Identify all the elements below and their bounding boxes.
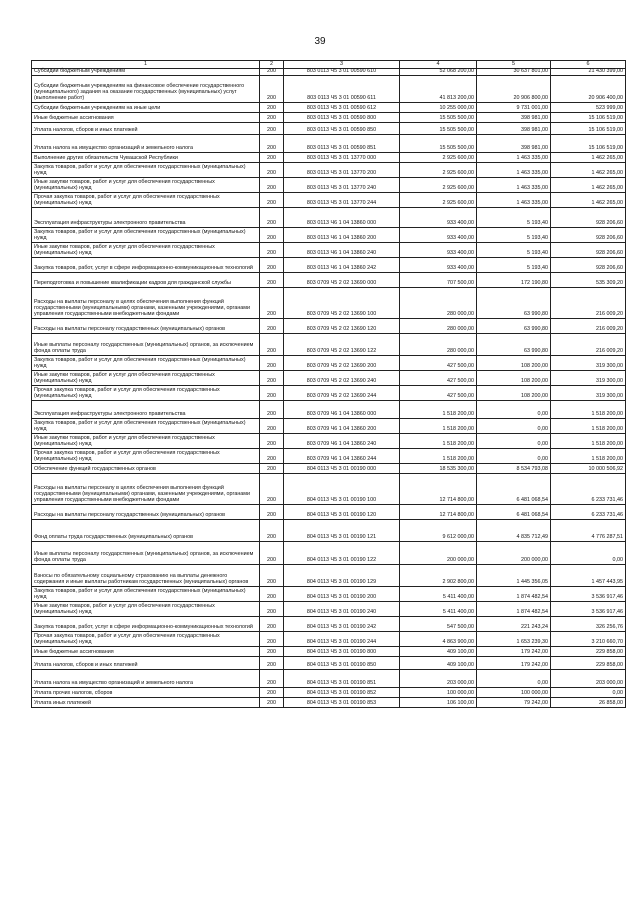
row-name: Субсидии бюджетным учреждениям: [32, 69, 260, 76]
row-amount-5: 1 874 482,54: [477, 587, 551, 602]
row-amount-6: 535 309,20: [551, 273, 626, 288]
row-code: 804 0113 Ч5 3 01 00190 122: [284, 542, 400, 565]
table-row: [32, 371, 626, 386]
row-amount-6: 1 518 200,00: [551, 449, 626, 464]
row-amount-5: 0,00: [477, 434, 551, 449]
header-cell: 5: [477, 61, 551, 69]
row-code: 803 0113 Ч5 3 01 00590 610: [284, 69, 400, 76]
table-row: [32, 587, 626, 602]
row-amount-4: 427 500,00: [400, 386, 477, 401]
row-gr: 200: [260, 520, 284, 542]
row-amount-4: 18 535 300,00: [400, 464, 477, 474]
row-amount-6: 1 462 265,00: [551, 193, 626, 208]
row-name: Иные закупки товаров, работ и услуг для обеспечения государственных (муниципальных) нужд: [32, 602, 260, 617]
row-name: Расходы на выплаты персоналу в целях обеспечения выполнения функций государственными (муниципальными) органами, казенными учреждениями, органами управления государственными внебюджетными фондами: [32, 288, 260, 319]
row-code: 804 0113 Ч5 3 01 00190 120: [284, 505, 400, 520]
row-amount-4: 409 100,00: [400, 647, 477, 657]
row-amount-5: 108 200,00: [477, 356, 551, 371]
row-code: 803 0709 Ч6 1 04 13860 240: [284, 434, 400, 449]
row-amount-6: 216 009,20: [551, 288, 626, 319]
row-code: 803 0709 Ч5 2 02 13690 200: [284, 356, 400, 371]
row-amount-6: 1 518 200,00: [551, 434, 626, 449]
table-row: [32, 565, 626, 587]
table-row: [32, 542, 626, 565]
row-code: 803 0709 Ч5 2 02 13690 122: [284, 334, 400, 356]
row-amount-4: 280 000,00: [400, 334, 477, 356]
row-amount-6: 20 906 400,00: [551, 76, 626, 103]
row-name: Выполнение других обязательств Чувашской Республики: [32, 153, 260, 163]
row-gr: 200: [260, 602, 284, 617]
row-amount-4: 1 518 200,00: [400, 434, 477, 449]
row-amount-4: 203 000,00: [400, 670, 477, 688]
row-amount-5: 0,00: [477, 670, 551, 688]
row-amount-6: 1 518 200,00: [551, 401, 626, 419]
table-row: [32, 670, 626, 688]
row-code: 803 0113 Ч6 1 04 13860 240: [284, 243, 400, 258]
row-code: 803 0113 Ч6 1 04 13860 200: [284, 228, 400, 243]
row-code: 804 0113 Ч5 3 01 00190 000: [284, 464, 400, 474]
row-gr: 200: [260, 505, 284, 520]
row-amount-6: 229 858,00: [551, 657, 626, 670]
row-name: Эксплуатация инфраструктуры электронного правительства: [32, 401, 260, 419]
row-code: 803 0113 Ч5 3 01 00590 800: [284, 113, 400, 123]
table-row: [32, 464, 626, 474]
row-code: 803 0113 Ч5 3 01 00590 850: [284, 123, 400, 135]
row-amount-5: 63 990,80: [477, 288, 551, 319]
row-amount-6: 523 999,00: [551, 103, 626, 113]
row-gr: 200: [260, 135, 284, 153]
row-amount-5: 4 835 712,49: [477, 520, 551, 542]
row-gr: 200: [260, 319, 284, 334]
row-amount-5: 1 445 356,05: [477, 565, 551, 587]
row-amount-6: 928 206,60: [551, 258, 626, 273]
row-gr: 200: [260, 474, 284, 505]
row-amount-4: 707 500,00: [400, 273, 477, 288]
page-number: 39: [314, 36, 326, 47]
row-code: 803 0113 Ч6 1 04 13860 000: [284, 208, 400, 228]
row-name: Взносы по обязательному социальному страхованию на выплаты денежного содержания и иные выплаты работникам государственных (муниципальных) органов: [32, 565, 260, 587]
row-gr: 200: [260, 401, 284, 419]
row-code: 803 0709 Ч5 2 02 13690 100: [284, 288, 400, 319]
row-name: Иные бюджетные ассигнования: [32, 113, 260, 123]
row-gr: 200: [260, 103, 284, 113]
table-row: [32, 505, 626, 520]
row-code: 804 0113 Ч5 3 01 00190 200: [284, 587, 400, 602]
row-gr: 200: [260, 698, 284, 708]
row-amount-5: 8 534 793,08: [477, 464, 551, 474]
table-row: [32, 401, 626, 419]
row-amount-5: 6 481 068,54: [477, 505, 551, 520]
row-gr: 200: [260, 542, 284, 565]
row-amount-6: 319 300,00: [551, 386, 626, 401]
row-amount-5: 1 463 335,00: [477, 193, 551, 208]
row-amount-4: 12 714 800,00: [400, 474, 477, 505]
row-amount-6: 0,00: [551, 688, 626, 698]
row-gr: 200: [260, 243, 284, 258]
row-amount-6: 216 009,20: [551, 334, 626, 356]
row-gr: 200: [260, 163, 284, 178]
row-amount-4: 547 500,00: [400, 617, 477, 632]
row-gr: 200: [260, 386, 284, 401]
row-gr: 200: [260, 371, 284, 386]
row-amount-6: 3 210 660,70: [551, 632, 626, 647]
row-amount-5: 30 637 801,00: [477, 69, 551, 76]
row-gr: 200: [260, 208, 284, 228]
row-amount-5: 108 200,00: [477, 386, 551, 401]
row-name: Прочая закупка товаров, работ и услуг для обеспечения государственных (муниципальных) нужд: [32, 386, 260, 401]
row-amount-6: 15 106 519,00: [551, 123, 626, 135]
table-row: [32, 76, 626, 103]
table-row: [32, 449, 626, 464]
row-amount-4: 409 100,00: [400, 657, 477, 670]
table-row: [32, 319, 626, 334]
row-gr: 200: [260, 113, 284, 123]
row-amount-4: 1 518 200,00: [400, 419, 477, 434]
row-amount-6: 216 009,20: [551, 319, 626, 334]
row-code: 803 0709 Ч6 1 04 13860 200: [284, 419, 400, 434]
table-row: [32, 135, 626, 153]
table-row: [32, 258, 626, 273]
row-amount-5: 1 463 335,00: [477, 153, 551, 163]
row-code: 803 0709 Ч5 2 02 13690 244: [284, 386, 400, 401]
row-code: 803 0709 Ч6 1 04 13860 244: [284, 449, 400, 464]
table-row: [32, 520, 626, 542]
row-amount-4: 100 000,00: [400, 688, 477, 698]
row-amount-6: 21 430 399,00: [551, 69, 626, 76]
row-name: Субсидии бюджетным учреждениям на финансовое обеспечение государственного (муниципального) задания на оказание государственных (муниципальных) услуг (выполнение работ): [32, 76, 260, 103]
row-gr: 200: [260, 228, 284, 243]
table-row: [32, 113, 626, 123]
row-code: 803 0113 Ч5 3 01 13770 200: [284, 163, 400, 178]
row-amount-4: 15 505 500,00: [400, 135, 477, 153]
row-code: 804 0113 Ч5 3 01 00190 121: [284, 520, 400, 542]
table-row: [32, 356, 626, 371]
row-amount-5: 1 874 482,54: [477, 602, 551, 617]
row-amount-5: 1 653 239,30: [477, 632, 551, 647]
row-amount-5: 100 000,00: [477, 688, 551, 698]
row-amount-6: 203 000,00: [551, 670, 626, 688]
table-row: [32, 617, 626, 632]
row-name: Обеспечение функций государственных органов: [32, 464, 260, 474]
table-row: [32, 698, 626, 708]
row-name: Закупка товаров, работ и услуг для обеспечения государственных (муниципальных) нужд: [32, 163, 260, 178]
row-amount-6: 3 536 917,46: [551, 602, 626, 617]
row-code: 804 0113 Ч5 3 01 00190 800: [284, 647, 400, 657]
row-name: Иные выплаты персоналу государственных (муниципальных) органов, за исключением фонда оплаты труда: [32, 334, 260, 356]
row-code: 804 0113 Ч5 3 01 00190 129: [284, 565, 400, 587]
row-name: Иные закупки товаров, работ и услуг для обеспечения государственных (муниципальных) нужд: [32, 371, 260, 386]
table-row: [32, 386, 626, 401]
table-row: [32, 163, 626, 178]
row-amount-5: 398 981,00: [477, 135, 551, 153]
row-name: Закупка товаров, работ и услуг для обеспечения государственных (муниципальных) нужд: [32, 228, 260, 243]
row-amount-5: 5 193,40: [477, 228, 551, 243]
row-name: Закупка товаров, работ и услуг для обеспечения государственных (муниципальных) нужд: [32, 419, 260, 434]
row-code: 803 0113 Ч5 3 01 00590 611: [284, 76, 400, 103]
row-amount-5: 179 242,00: [477, 647, 551, 657]
row-amount-5: 179 242,00: [477, 657, 551, 670]
row-amount-5: 6 481 068,54: [477, 474, 551, 505]
row-amount-6: 928 206,60: [551, 243, 626, 258]
row-code: 803 0709 Ч5 2 02 13690 000: [284, 273, 400, 288]
table-row: [32, 647, 626, 657]
row-amount-4: 12 714 800,00: [400, 505, 477, 520]
row-name: Иные закупки товаров, работ и услуг для обеспечения государственных (муниципальных) нужд: [32, 434, 260, 449]
row-name: Иные закупки товаров, работ и услуг для обеспечения государственных (муниципальных) нужд: [32, 243, 260, 258]
row-amount-4: 933 400,00: [400, 258, 477, 273]
row-amount-6: 326 256,76: [551, 617, 626, 632]
row-code: 803 0113 Ч5 3 01 00590 612: [284, 103, 400, 113]
table-row: [32, 273, 626, 288]
row-amount-6: 6 233 731,46: [551, 474, 626, 505]
row-name: Субсидии бюджетным учреждениям на иные цели: [32, 103, 260, 113]
row-name: Закупка товаров, работ, услуг в сфере информационно-коммуникационных технологий: [32, 258, 260, 273]
row-amount-5: 20 906 800,00: [477, 76, 551, 103]
row-name: Уплата налога на имущество организаций и земельного налога: [32, 135, 260, 153]
row-amount-4: 2 925 600,00: [400, 193, 477, 208]
table-row: [32, 288, 626, 319]
row-code: 804 0113 Ч5 3 01 00190 850: [284, 657, 400, 670]
row-code: 804 0113 Ч5 3 01 00190 244: [284, 632, 400, 647]
table-row: [32, 178, 626, 193]
row-gr: 200: [260, 657, 284, 670]
row-gr: 200: [260, 76, 284, 103]
row-name: Закупка товаров, работ и услуг для обеспечения государственных (муниципальных) нужд: [32, 587, 260, 602]
row-amount-6: 319 300,00: [551, 371, 626, 386]
row-name: Прочая закупка товаров, работ и услуг для обеспечения государственных (муниципальных) нужд: [32, 632, 260, 647]
row-name: Закупка товаров, работ и услуг для обеспечения государственных (муниципальных) нужд: [32, 356, 260, 371]
row-amount-5: 0,00: [477, 419, 551, 434]
table-row: [32, 474, 626, 505]
header-cell: 3: [284, 61, 400, 69]
row-amount-6: 0,00: [551, 542, 626, 565]
row-gr: 200: [260, 69, 284, 76]
row-name: Уплата иных платежей: [32, 698, 260, 708]
row-gr: 200: [260, 434, 284, 449]
row-name: Прочая закупка товаров, работ и услуг для обеспечения государственных (муниципальных) нужд: [32, 449, 260, 464]
row-amount-4: 106 100,00: [400, 698, 477, 708]
row-name: Прочая закупка товаров, работ и услуг для обеспечения государственных (муниципальных) нужд: [32, 193, 260, 208]
row-gr: 200: [260, 356, 284, 371]
row-amount-6: 15 106 519,00: [551, 113, 626, 123]
row-amount-5: 9 731 001,00: [477, 103, 551, 113]
row-amount-6: 26 858,00: [551, 698, 626, 708]
row-amount-4: 1 518 200,00: [400, 401, 477, 419]
row-amount-4: 2 925 600,00: [400, 163, 477, 178]
table-row: [32, 243, 626, 258]
table-row: [32, 103, 626, 113]
row-code: 803 0113 Ч5 3 01 00590 851: [284, 135, 400, 153]
table-row: [32, 208, 626, 228]
header-cell: 4: [400, 61, 477, 69]
row-amount-4: 280 000,00: [400, 319, 477, 334]
row-amount-4: 1 518 200,00: [400, 449, 477, 464]
row-amount-5: 1 463 335,00: [477, 178, 551, 193]
row-amount-5: 398 981,00: [477, 123, 551, 135]
row-amount-4: 41 813 200,00: [400, 76, 477, 103]
row-amount-6: 10 000 506,92: [551, 464, 626, 474]
row-amount-4: 933 400,00: [400, 208, 477, 228]
row-name: Фонд оплаты труда государственных (муниципальных) органов: [32, 520, 260, 542]
table-row: [32, 632, 626, 647]
row-amount-5: 0,00: [477, 449, 551, 464]
table-row: [32, 602, 626, 617]
row-code: 804 0113 Ч5 3 01 00190 852: [284, 688, 400, 698]
row-name: Иные закупки товаров, работ и услуг для обеспечения государственных (муниципальных) нужд: [32, 178, 260, 193]
row-amount-6: 15 106 519,00: [551, 135, 626, 153]
row-amount-5: 5 193,40: [477, 258, 551, 273]
row-amount-4: 15 505 500,00: [400, 113, 477, 123]
budget-table: [31, 60, 626, 708]
header-cell: 2: [260, 61, 284, 69]
row-name: Иные выплаты персоналу государственных (муниципальных) органов, за исключением фонда оплаты труда: [32, 542, 260, 565]
row-amount-4: 933 400,00: [400, 243, 477, 258]
row-code: 804 0113 Ч5 3 01 00190 240: [284, 602, 400, 617]
row-amount-5: 63 990,80: [477, 319, 551, 334]
row-amount-5: 398 981,00: [477, 113, 551, 123]
row-amount-4: 2 925 600,00: [400, 178, 477, 193]
row-code: 803 0709 Ч6 1 04 13860 000: [284, 401, 400, 419]
row-name: Расходы на выплаты персоналу государственных (муниципальных) органов: [32, 505, 260, 520]
row-amount-6: 4 776 287,51: [551, 520, 626, 542]
row-name: Уплата налогов, сборов и иных платежей: [32, 123, 260, 135]
row-gr: 200: [260, 123, 284, 135]
row-name: Расходы на выплаты персоналу государственных (муниципальных) органов: [32, 319, 260, 334]
row-amount-4: 5 411 400,00: [400, 602, 477, 617]
row-amount-6: 3 536 917,46: [551, 587, 626, 602]
table-row: [32, 193, 626, 208]
row-amount-5: 79 242,00: [477, 698, 551, 708]
row-amount-6: 1 462 265,00: [551, 153, 626, 163]
row-gr: 200: [260, 464, 284, 474]
row-amount-6: 1 518 200,00: [551, 419, 626, 434]
row-gr: 200: [260, 419, 284, 434]
row-amount-5: 172 190,80: [477, 273, 551, 288]
row-name: Эксплуатация инфраструктуры электронного правительства: [32, 208, 260, 228]
row-gr: 200: [260, 288, 284, 319]
row-gr: 200: [260, 617, 284, 632]
row-gr: 200: [260, 565, 284, 587]
row-amount-5: 108 200,00: [477, 371, 551, 386]
row-gr: 200: [260, 273, 284, 288]
row-amount-6: 229 858,00: [551, 647, 626, 657]
row-amount-4: 427 500,00: [400, 371, 477, 386]
row-code: 803 0709 Ч5 2 02 13690 240: [284, 371, 400, 386]
row-gr: 200: [260, 153, 284, 163]
row-name: Уплата прочих налогов, сборов: [32, 688, 260, 698]
row-code: 803 0113 Ч5 3 01 13770 240: [284, 178, 400, 193]
row-amount-6: 1 457 443,95: [551, 565, 626, 587]
table-row: [32, 228, 626, 243]
row-amount-4: 9 612 000,00: [400, 520, 477, 542]
row-amount-4: 4 863 900,00: [400, 632, 477, 647]
row-amount-4: 15 505 500,00: [400, 123, 477, 135]
row-gr: 200: [260, 587, 284, 602]
row-code: 803 0113 Ч5 3 01 13770 000: [284, 153, 400, 163]
row-amount-4: 52 068 200,00: [400, 69, 477, 76]
row-gr: 200: [260, 334, 284, 356]
table-row: [32, 123, 626, 135]
row-name: Закупка товаров, работ, услуг в сфере информационно-коммуникационных технологий: [32, 617, 260, 632]
row-amount-5: 0,00: [477, 401, 551, 419]
row-amount-4: 280 000,00: [400, 288, 477, 319]
table-row: [32, 153, 626, 163]
header-cell: 6: [551, 61, 626, 69]
table-row: [32, 419, 626, 434]
row-name: Уплата налогов, сборов и иных платежей: [32, 657, 260, 670]
row-amount-6: 6 233 731,46: [551, 505, 626, 520]
row-amount-5: 200 000,00: [477, 542, 551, 565]
row-amount-4: 10 255 000,00: [400, 103, 477, 113]
row-code: 804 0113 Ч5 3 01 00190 851: [284, 670, 400, 688]
row-code: 803 0113 Ч5 3 01 13770 244: [284, 193, 400, 208]
table-row: [32, 434, 626, 449]
row-code: 803 0709 Ч5 2 02 13690 120: [284, 319, 400, 334]
row-amount-6: 928 206,60: [551, 228, 626, 243]
table-row: [32, 657, 626, 670]
row-amount-6: 1 462 265,00: [551, 178, 626, 193]
row-amount-4: 5 411 400,00: [400, 587, 477, 602]
row-amount-6: 319 300,00: [551, 356, 626, 371]
row-amount-6: 928 206,60: [551, 208, 626, 228]
row-code: 804 0113 Ч5 3 01 00190 100: [284, 474, 400, 505]
row-name: Переподготовка и повышение квалификации кадров для гражданской службы: [32, 273, 260, 288]
header-cell: 1: [32, 61, 260, 69]
table-row: [32, 688, 626, 698]
row-amount-5: 1 463 335,00: [477, 163, 551, 178]
row-name: Уплата налога на имущество организаций и земельного налога: [32, 670, 260, 688]
row-amount-5: 221 243,24: [477, 617, 551, 632]
row-gr: 200: [260, 258, 284, 273]
row-amount-4: 427 500,00: [400, 356, 477, 371]
row-amount-5: 5 193,40: [477, 208, 551, 228]
row-code: 804 0113 Ч5 3 01 00190 242: [284, 617, 400, 632]
row-amount-5: 63 990,80: [477, 334, 551, 356]
table-row: [32, 334, 626, 356]
row-amount-5: 5 193,40: [477, 243, 551, 258]
row-amount-6: 1 462 265,00: [551, 163, 626, 178]
row-gr: 200: [260, 193, 284, 208]
row-gr: 200: [260, 632, 284, 647]
row-name: Иные бюджетные ассигнования: [32, 647, 260, 657]
row-gr: 200: [260, 647, 284, 657]
table-row: [32, 69, 626, 76]
row-amount-4: 2 925 600,00: [400, 153, 477, 163]
row-amount-4: 2 902 800,00: [400, 565, 477, 587]
row-code: 804 0113 Ч5 3 01 00190 853: [284, 698, 400, 708]
row-amount-4: 200 000,00: [400, 542, 477, 565]
row-amount-4: 933 400,00: [400, 228, 477, 243]
row-gr: 200: [260, 449, 284, 464]
row-gr: 200: [260, 178, 284, 193]
row-gr: 200: [260, 670, 284, 688]
row-gr: 200: [260, 688, 284, 698]
row-code: 803 0113 Ч6 1 04 13860 242: [284, 258, 400, 273]
row-name: Расходы на выплаты персоналу в целях обеспечения выполнения функций государственными (муниципальными) органами, казенными учреждениями, органами управления государственными внебюджетными фондами: [32, 474, 260, 505]
